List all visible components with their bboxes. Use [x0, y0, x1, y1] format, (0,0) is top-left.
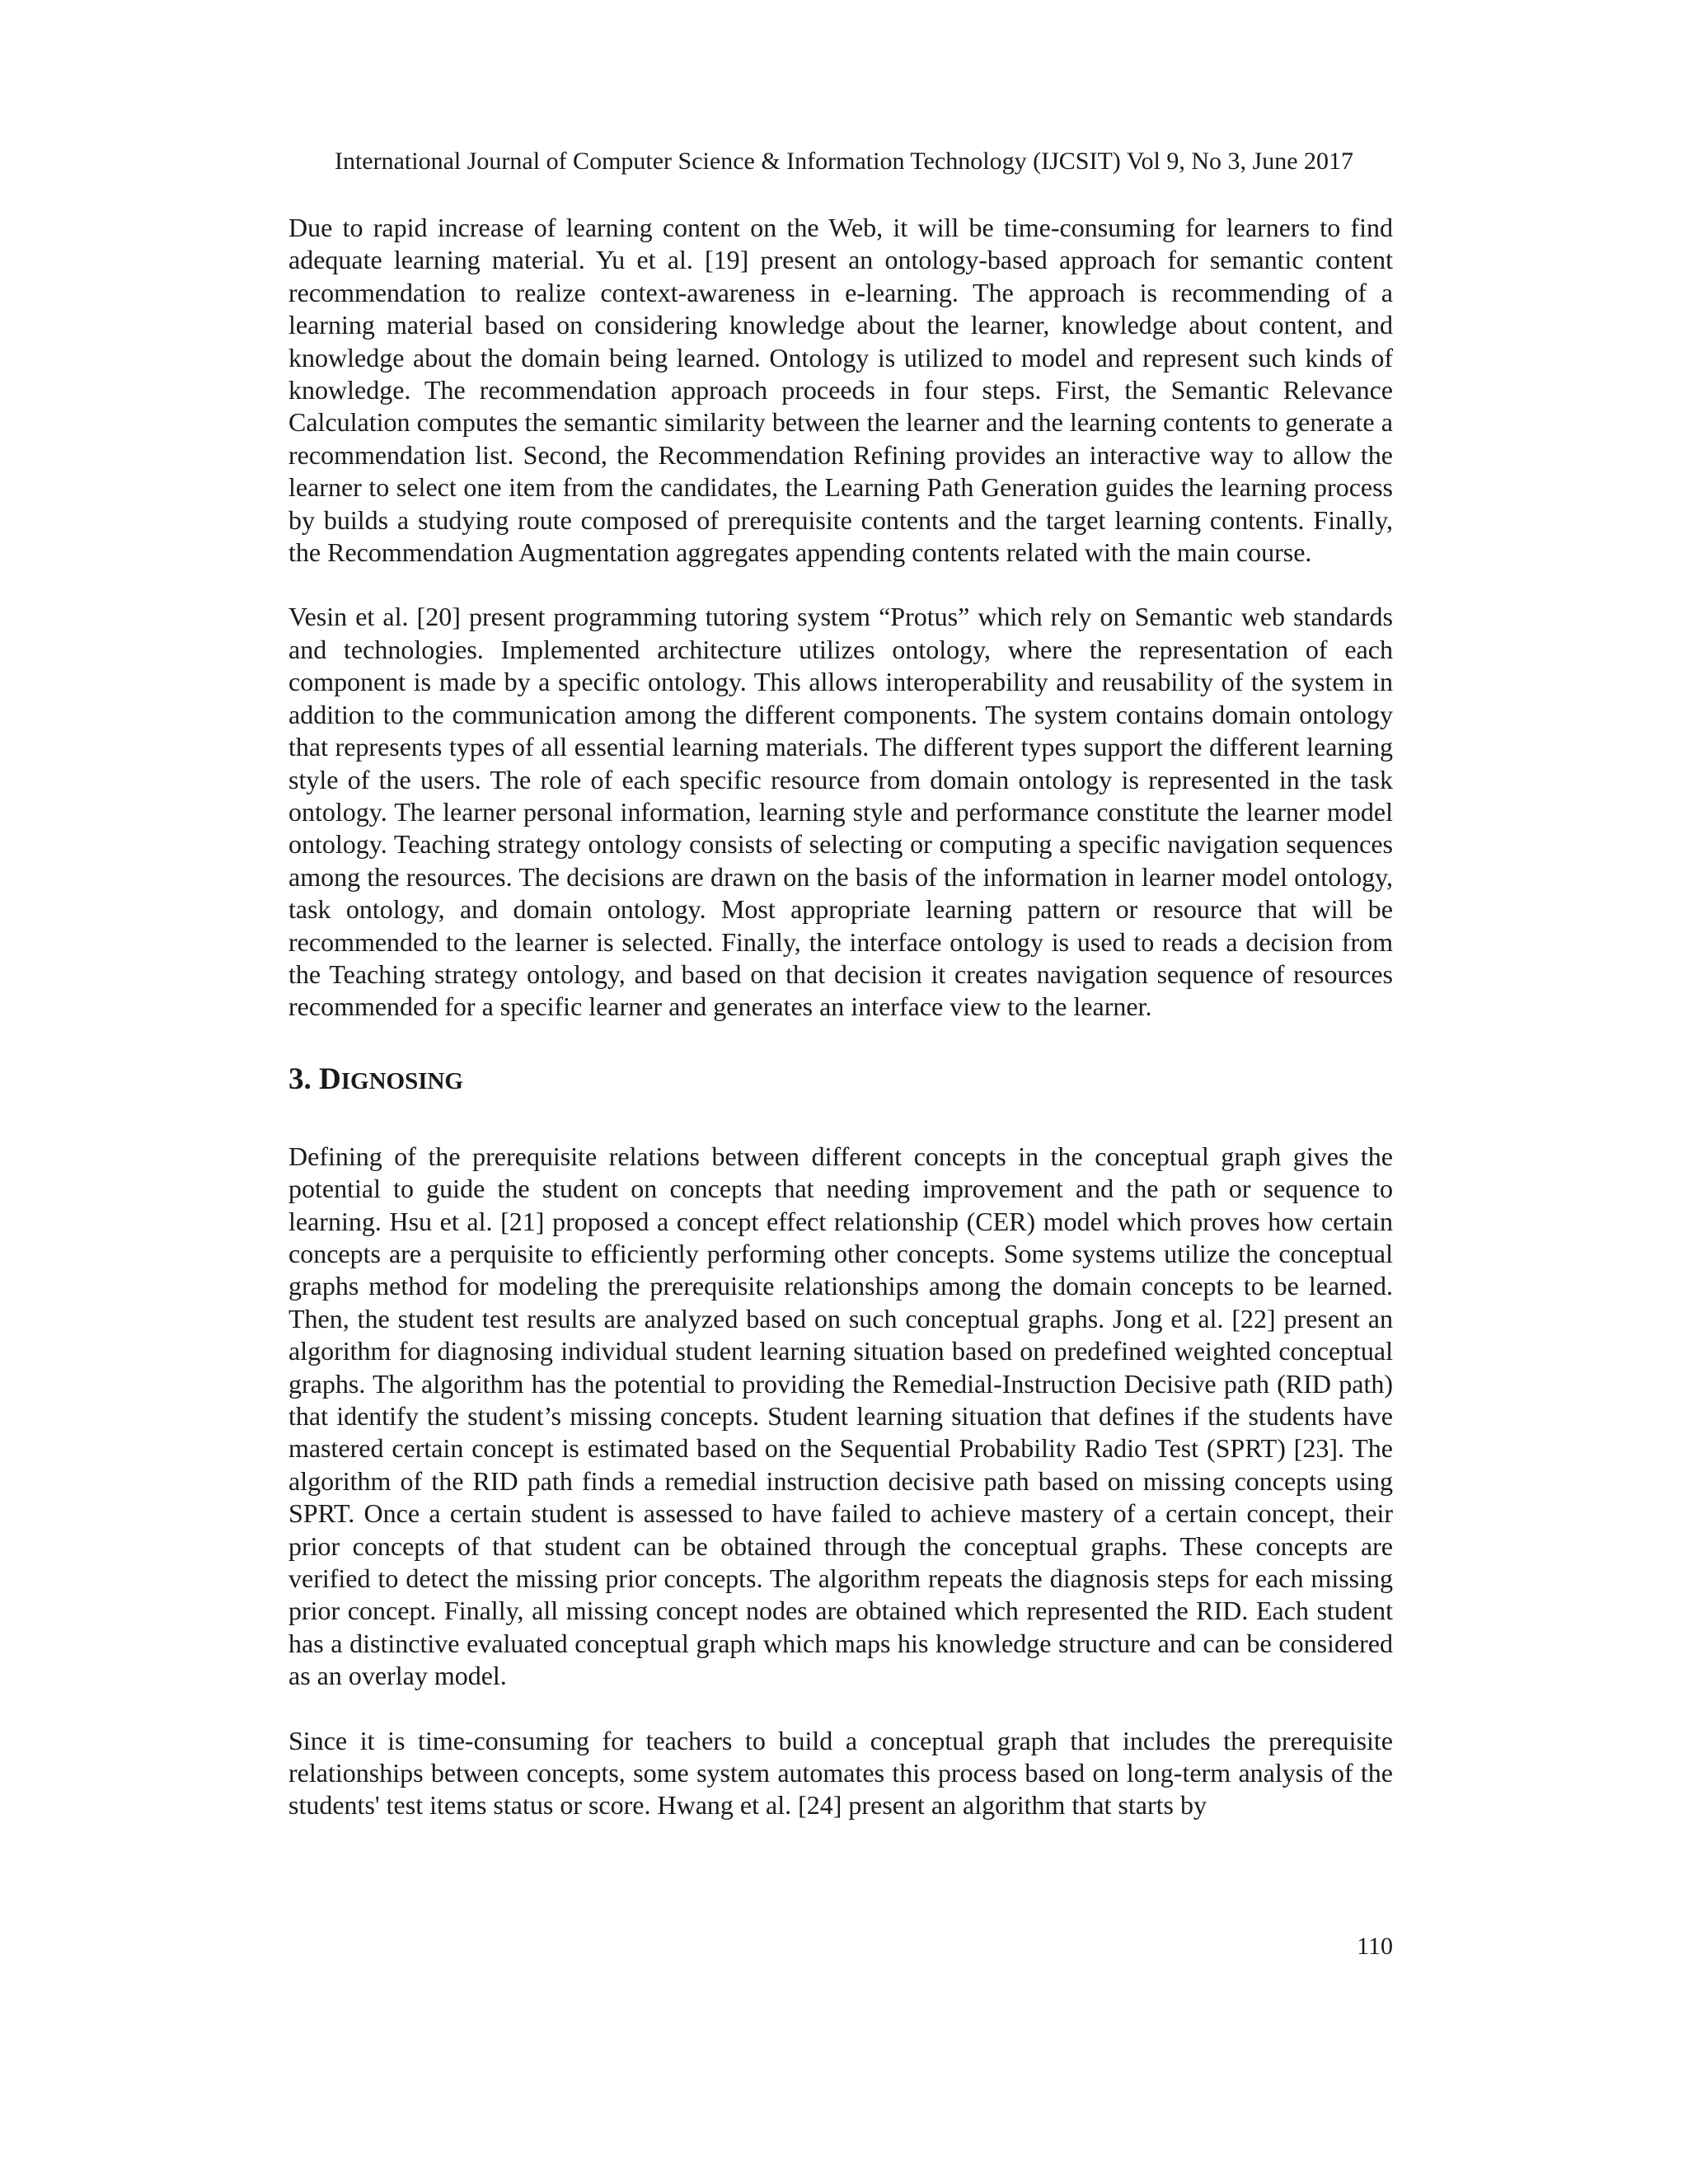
- section-heading-dignosing: [288, 1062, 1393, 1099]
- page-number: 110: [1357, 1933, 1393, 1960]
- section-number: 3.: [288, 1062, 312, 1096]
- paragraph-conceptual-graph-automation: Since it is time-consuming for teachers to build a conceptual graph that includes the prerequisite relationships between concepts, some system automates this process based on long-term analysis of the students' test items status or score. Hwang et al. [24] present an algorithm that starts by: [288, 1725, 1393, 1821]
- paragraph-vesin-et-al: Vesin et al. [20] present programming tutoring system “Protus” which rely on Semantic web standards and technologies. Implemented architecture utilizes ontology, where the representation of each component is made by a specific ontology. This allows interoperability and reusability of the system in addition to the communication among the different components. The system contains domain ontology that represents types of all essential learning materials. The different types support the different learning style of the users. The role of each specific resource from domain ontology is represented in the task ontology. The learner personal information, learning style and performance constitute the learner model ontology. Teaching strategy ontology consists of selecting or computing a specific navigation sequences among the resources. The decisions are drawn on the basis of the information in learner model ontology, task ontology, and domain ontology. Most appropriate learning pattern or resource that will be recommended to the learner is selected. Finally, the interface ontology is used to reads a decision from the Teaching strategy ontology, and based on that decision it creates navigation sequence of resources recommended for a specific learner and generates an interface view to the learner.: [288, 602, 1393, 1022]
- section-title-initial: D: [319, 1062, 341, 1096]
- paragraph-yu-et-al: Due to rapid increase of learning content on the Web, it will be time-consuming for learners to find adequate learning material. Yu et al. [19] present an ontology-based approach for semantic content recommendation to realize context-awareness in e-learning. The approach is recommending of a learning material based on considering knowledge about the learner, knowledge about content, and knowledge about the domain being learned. Ontology is utilized to model and represent such kinds of knowledge. The recommendation approach proceeds in four steps. First, the Semantic Relevance Calculation computes the semantic similarity between the learner and the learning contents to generate a recommendation list. Second, the Recommendation Refining provides an interactive way to allow the learner to select one item from the candidates, the Learning Path Generation guides the learning process by builds a studying route composed of prerequisite contents and the target learning contents. Finally, the Recommendation Augmentation aggregates appending contents related with the main course.: [288, 213, 1393, 568]
- journal-header: International Journal of Computer Science & Information Technology (IJCSIT) Vol 9, No 3, June 2017: [334, 148, 1354, 175]
- paragraph-prerequisite-relations: Defining of the prerequisite relations between different concepts in the conceptual graph gives the potential to guide the student on concepts that needing improvement and the path or sequence to learning. Hsu et al. [21] proposed a concept effect relationship (CER) model which proves how certain concepts are a perquisite to efficiently performing other concepts. Some systems utilize the conceptual graphs method for modeling the prerequisite relationships among the domain concepts to be learned. Then, the student test results are analyzed based on such conceptual graphs. Jong et al. [22] present an algorithm for diagnosing individual student learning situation based on predefined weighted conceptual graphs. The algorithm has the potential to providing the Remedial-Instruction Decisive path (RID path) that identify the student’s missing concepts. Student learning situation that defines if the students have mastered certain concept is estimated based on the Sequential Probability Radio Test (SPRT) [23]. The algorithm of the RID path finds a remedial instruction decisive path based on missing concepts using SPRT. Once a certain student is assessed to have failed to achieve mastery of a certain concept, their prior concepts of that student can be obtained through the conceptual graphs. These concepts are verified to detect the missing prior concepts. The algorithm repeats the diagnosis steps for each missing prior concept. Finally, all missing concept nodes are obtained which represented the RID. Each student has a distinctive evaluated conceptual graph which maps his knowledge structure and can be considered as an overlay model.: [288, 1141, 1393, 1691]
- page-body: [288, 212, 1393, 1822]
- section-title-rest: IGNOSING: [340, 1067, 463, 1094]
